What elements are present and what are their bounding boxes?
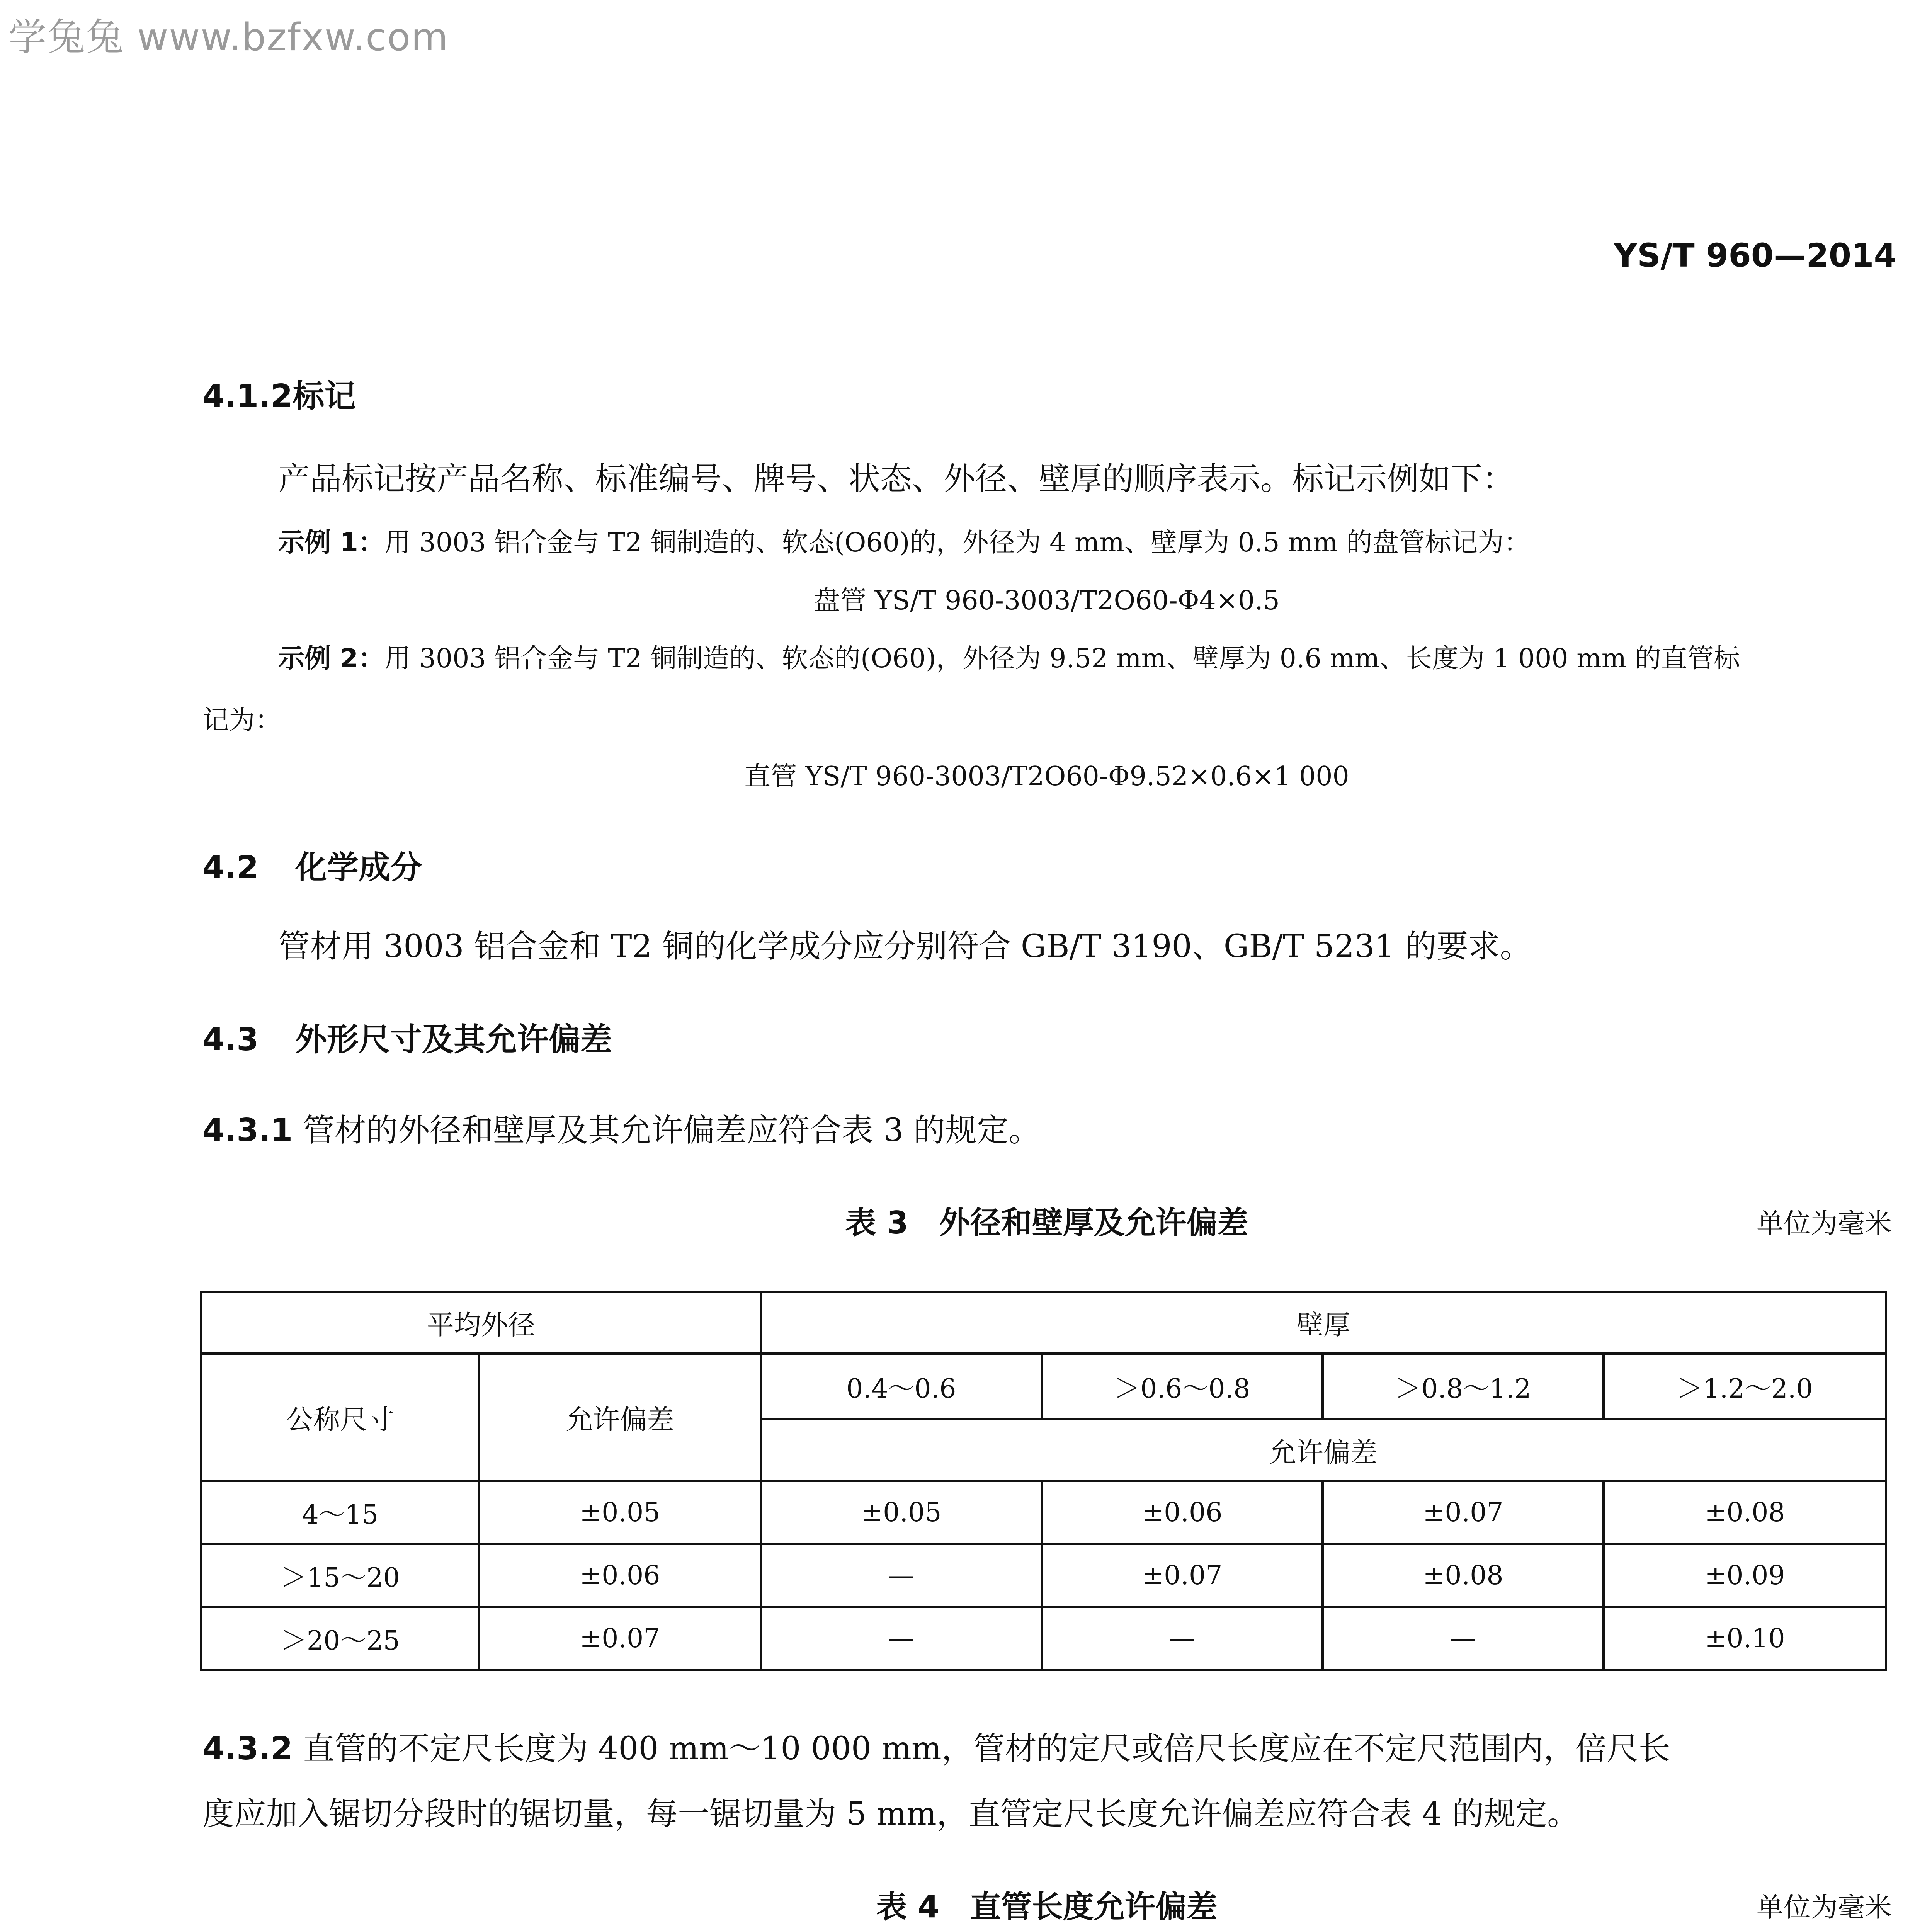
table-3 [200,1291,1887,1671]
table-4-title: 表 4 直管长度允许偏差 [876,1889,1218,1925]
table-row [201,1481,1886,1544]
wall-range-3: ＞0.8～1.2 [1323,1354,1604,1419]
table-3-title: 表 3 外径和壁厚及允许偏差 [845,1205,1248,1241]
section-4-3-2-line-2: 度应加入锯切分段时的锯切量，每一锯切量为 5 mm，直管定尺长度允许偏差应符合表 4 的规定。 [202,1796,1579,1832]
section-title: 标记 [293,378,356,415]
section-number: 4.1.2 [202,378,293,415]
example-2-text: 用 3003 铝合金与 T2 铜制造的、软态的(O60)，外径为 9.52 mm、壁厚为 0.6 mm、长度为 1 000 mm 的直管标 [384,643,1740,674]
section-number: 4.2 [202,849,259,886]
section-4-3-1 [202,1105,1040,1150]
header-wall-tolerance: 允许偏差 [761,1419,1886,1481]
section-4-2-heading [202,842,422,888]
header-od-tolerance: 允许偏差 [479,1354,761,1481]
header-nominal: 公称尺寸 [201,1354,479,1481]
wall-range-2: ＞0.6～0.8 [1042,1354,1323,1419]
section-title: 外形尺寸及其允许偏差 [295,1021,612,1058]
section-text: 管材的外径和壁厚及其允许偏差应符合表 3 的规定。 [303,1112,1041,1149]
section-number: 4.3.1 [202,1112,293,1149]
example-2-label: 示例 2： [278,643,384,674]
section-4-1-2-intro: 产品标记按产品名称、标准编号、牌号、状态、外径、壁厚的顺序表示。标记示例如下： [278,461,1514,497]
cell-nominal: 4～15 [201,1481,479,1544]
cell-od-tol: ±0.06 [479,1544,761,1607]
table-3-header-row-2 [201,1354,1886,1419]
example-1-mark: 盘管 YS/T 960-3003/T2O60-Φ4×0.5 [814,585,1280,616]
example-2-mark: 直管 YS/T 960-3003/T2O60-Φ9.52×0.6×1 000 [744,761,1349,792]
cell-w2: ±0.07 [1042,1544,1323,1607]
example-2 [278,630,1889,688]
cell-nominal: ＞15～20 [201,1544,479,1607]
section-4-2-text: 管材用 3003 铝合金和 T2 铜的化学成分应分别符合 GB/T 3190、GB/T 5231 的要求。 [278,928,1532,965]
standard-code: YS/T 960—2014 [1614,236,1896,274]
section-text-line-1: 直管的不定尺长度为 400 mm～10 000 mm，管材的定尺或倍尺长度应在不定尺范围内，倍尺长 [303,1730,1670,1767]
section-4-1-2-heading [202,371,356,416]
section-4-3-heading [202,1014,612,1060]
cell-w3: ±0.08 [1323,1544,1604,1607]
cell-w2: — [1042,1607,1323,1670]
cell-w4: ±0.08 [1604,1481,1886,1544]
cell-w4: ±0.10 [1604,1607,1886,1670]
cell-w3: ±0.07 [1323,1481,1604,1544]
cell-nominal: ＞20～25 [201,1607,479,1670]
example-1-text: 用 3003 铝合金与 T2 铜制造的、软态(O60)的，外径为 4 mm、壁厚为 0.5 mm 的盘管标记为： [384,527,1530,558]
cell-od-tol: ±0.05 [479,1481,761,1544]
cell-w1: ±0.05 [761,1481,1042,1544]
section-4-3-2 [202,1723,1670,1769]
table-3-header-row-1 [201,1292,1886,1354]
table-row [201,1544,1886,1607]
cell-w4: ±0.09 [1604,1544,1886,1607]
watermark: 学兔兔 www.bzfxw.com [9,15,449,60]
cell-w3: — [1323,1607,1604,1670]
table-row [201,1607,1886,1670]
header-mean-od: 平均外径 [201,1292,761,1354]
section-title: 化学成分 [295,849,422,886]
section-number: 4.3.2 [202,1730,293,1767]
example-1-label: 示例 1： [278,527,384,558]
cell-w1: — [761,1544,1042,1607]
header-wall: 壁厚 [761,1292,1886,1354]
wall-range-4: ＞1.2～2.0 [1604,1354,1886,1419]
cell-w1: — [761,1607,1042,1670]
example-1 [278,514,1889,572]
cell-w2: ±0.06 [1042,1481,1323,1544]
wall-range-1: 0.4～0.6 [761,1354,1042,1419]
table-4-unit: 单位为毫米 [1757,1891,1892,1923]
section-number: 4.3 [202,1021,259,1058]
cell-od-tol: ±0.07 [479,1607,761,1670]
example-2-continued: 记为： [202,705,282,736]
table-3-unit: 单位为毫米 [1757,1208,1892,1239]
